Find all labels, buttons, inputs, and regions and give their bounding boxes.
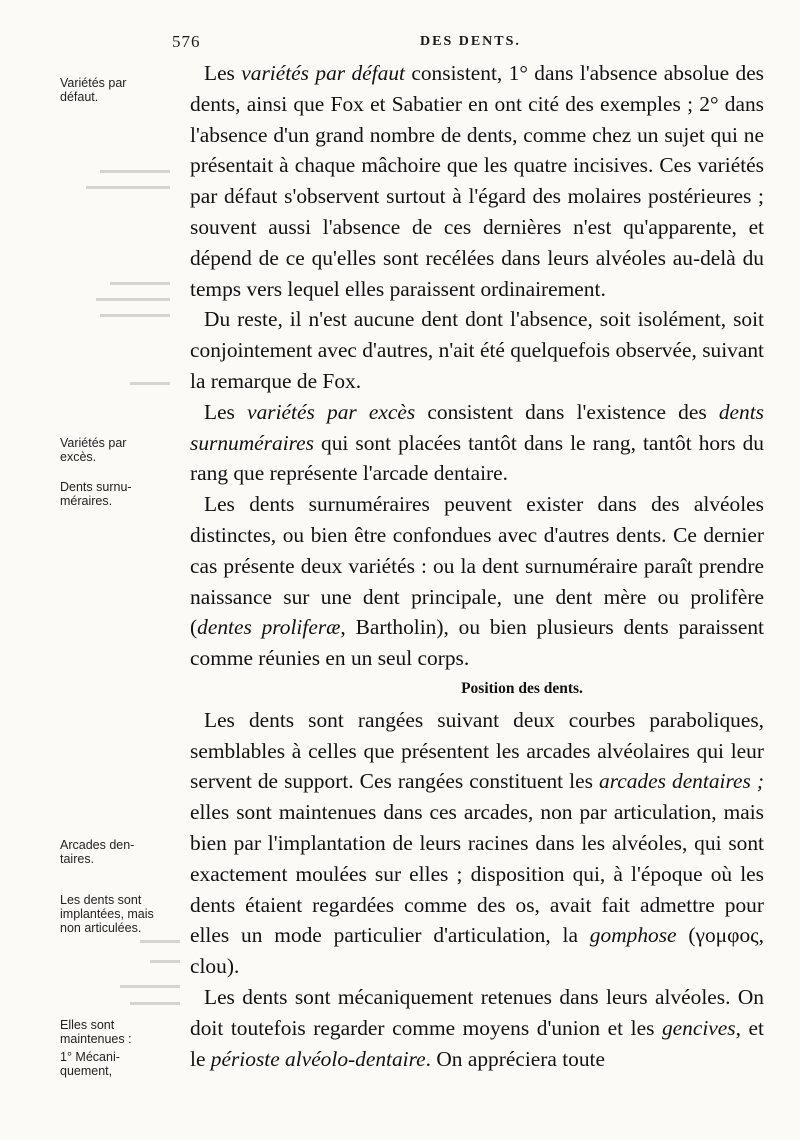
italic-run: gomphose	[589, 923, 677, 948]
text-run: Les	[204, 61, 242, 85]
margin-note-line: Les dents sont	[60, 893, 142, 907]
running-head: DES DENTS.	[420, 34, 521, 49]
margin-note-line: maintenues :	[60, 1032, 132, 1046]
italic-run: dents surnuméraires	[190, 399, 765, 455]
text-run: Les dents sont mécaniquement retenues dans leurs alvéoles. On doit toutefois regarder comme moyens d'union et les	[190, 984, 764, 1040]
margin-note	[60, 1018, 184, 1046]
margin-note-line: Dents surnu-	[60, 480, 132, 494]
margin-note	[60, 1050, 184, 1078]
text-run: (γομφος, clou).	[190, 923, 764, 979]
italic-run: variétés par excès	[247, 399, 416, 424]
margin-note	[60, 76, 184, 104]
italic-run: dentes proliferæ	[197, 615, 341, 640]
page-number: 576	[172, 32, 201, 51]
text-run: consistent dans l'existence des	[415, 399, 719, 424]
text-run: . On appréciera toute	[425, 1046, 605, 1071]
margin-note-line: non articulées.	[60, 921, 142, 935]
paragraph	[190, 397, 764, 489]
margin-note-line: 1° Mécani-	[60, 1050, 120, 1064]
paragraph	[190, 982, 764, 1074]
margin-note-line: Variétés par	[60, 76, 127, 90]
paragraph	[190, 705, 764, 982]
margin-note-line: Arcades den-	[60, 838, 135, 852]
margin-note	[60, 838, 184, 866]
margin-note	[60, 893, 184, 935]
margin-note	[60, 436, 184, 464]
text-run: Les dents surnuméraires peuvent exister dans des alvéoles distinctes, ou bien être confondues avec d'autres dents. Ce dernier cas présente deux variétés : ou la dent surnuméraire paraît prendre naissance sur une dent principale, une dent mère ou prolifère (	[190, 492, 764, 640]
text-run: , Bartholin), ou bien plusieurs dents paraissent comme réunies en un seul corps.	[190, 615, 764, 671]
italic-run: variétés par défaut	[241, 61, 405, 85]
margin-note-line: taires.	[60, 852, 95, 866]
margin-note-line: défaut.	[60, 90, 99, 104]
text-run: elles sont maintenues dans ces arcades, non par articulation, mais bien par l'implantation de leurs racines dans les alvéoles, qui sont exactement moulées sur elles ; disposition qui, à l'époque où les dents étaient regardées comme des os, avait fait admettre pour elles un mode particulier d'articulation, la	[190, 800, 764, 948]
margin-note	[60, 480, 184, 508]
body-text	[190, 58, 764, 1074]
italic-run: arcades dentaires ;	[599, 769, 765, 794]
text-run: qui sont placées tantôt dans le rang, tantôt hors du rang que représente l'arcade dentaire.	[190, 430, 764, 486]
paragraph	[190, 304, 764, 396]
text-run: , et le	[190, 1015, 764, 1071]
text-run: consistent, 1° dans l'absence absolue des dents, ainsi que Fox et Sabatier en ont cité des exemples ; 2° dans l'absence d'un grand nombre de dents, comme chez un sujet qui ne présentait à chaque mâchoire que les quatre incisives. Ces variétés par défaut s'observent surtout à l'égard des molaires postérieures ; souvent aussi l'absence de ces dernières n'est qu'apparente, et dépend de ce qu'elles sont recélées dans leurs alvéoles au-delà du temps vers lequel elles paraissent ordinairement.	[190, 61, 765, 301]
text-run: Du reste, il n'est aucune dent dont l'absence, soit isolément, soit conjointement avec d'autres, n'ait été quelquefois observée, suivant la remarque de Fox.	[190, 307, 764, 393]
margin-note-line: implantées, mais	[60, 907, 154, 921]
margin-note-line: quement,	[60, 1064, 113, 1078]
paragraphs-after-heading	[190, 705, 764, 1075]
paragraph	[190, 489, 764, 674]
text-run: Les dents sont rangées suivant deux courbes paraboliques, semblables à celles que présentent les arcades alvéolaires qui leur servent de support. Ces rangées constituent les	[190, 707, 764, 794]
paragraph	[190, 58, 764, 304]
margin-note-line: excès.	[60, 450, 97, 464]
margin-note-line: méraires.	[60, 494, 113, 508]
margin-notes	[60, 0, 186, 1140]
text-run: Les	[204, 399, 248, 424]
margin-note-line: Elles sont	[60, 1018, 115, 1032]
margin-note-line: Variétés par	[60, 436, 127, 450]
paragraphs-before-heading	[190, 58, 764, 674]
italic-run: gencives	[661, 1015, 736, 1040]
italic-run: périoste alvéolo-dentaire	[210, 1046, 426, 1071]
section-heading: Position des dents.	[461, 679, 583, 697]
